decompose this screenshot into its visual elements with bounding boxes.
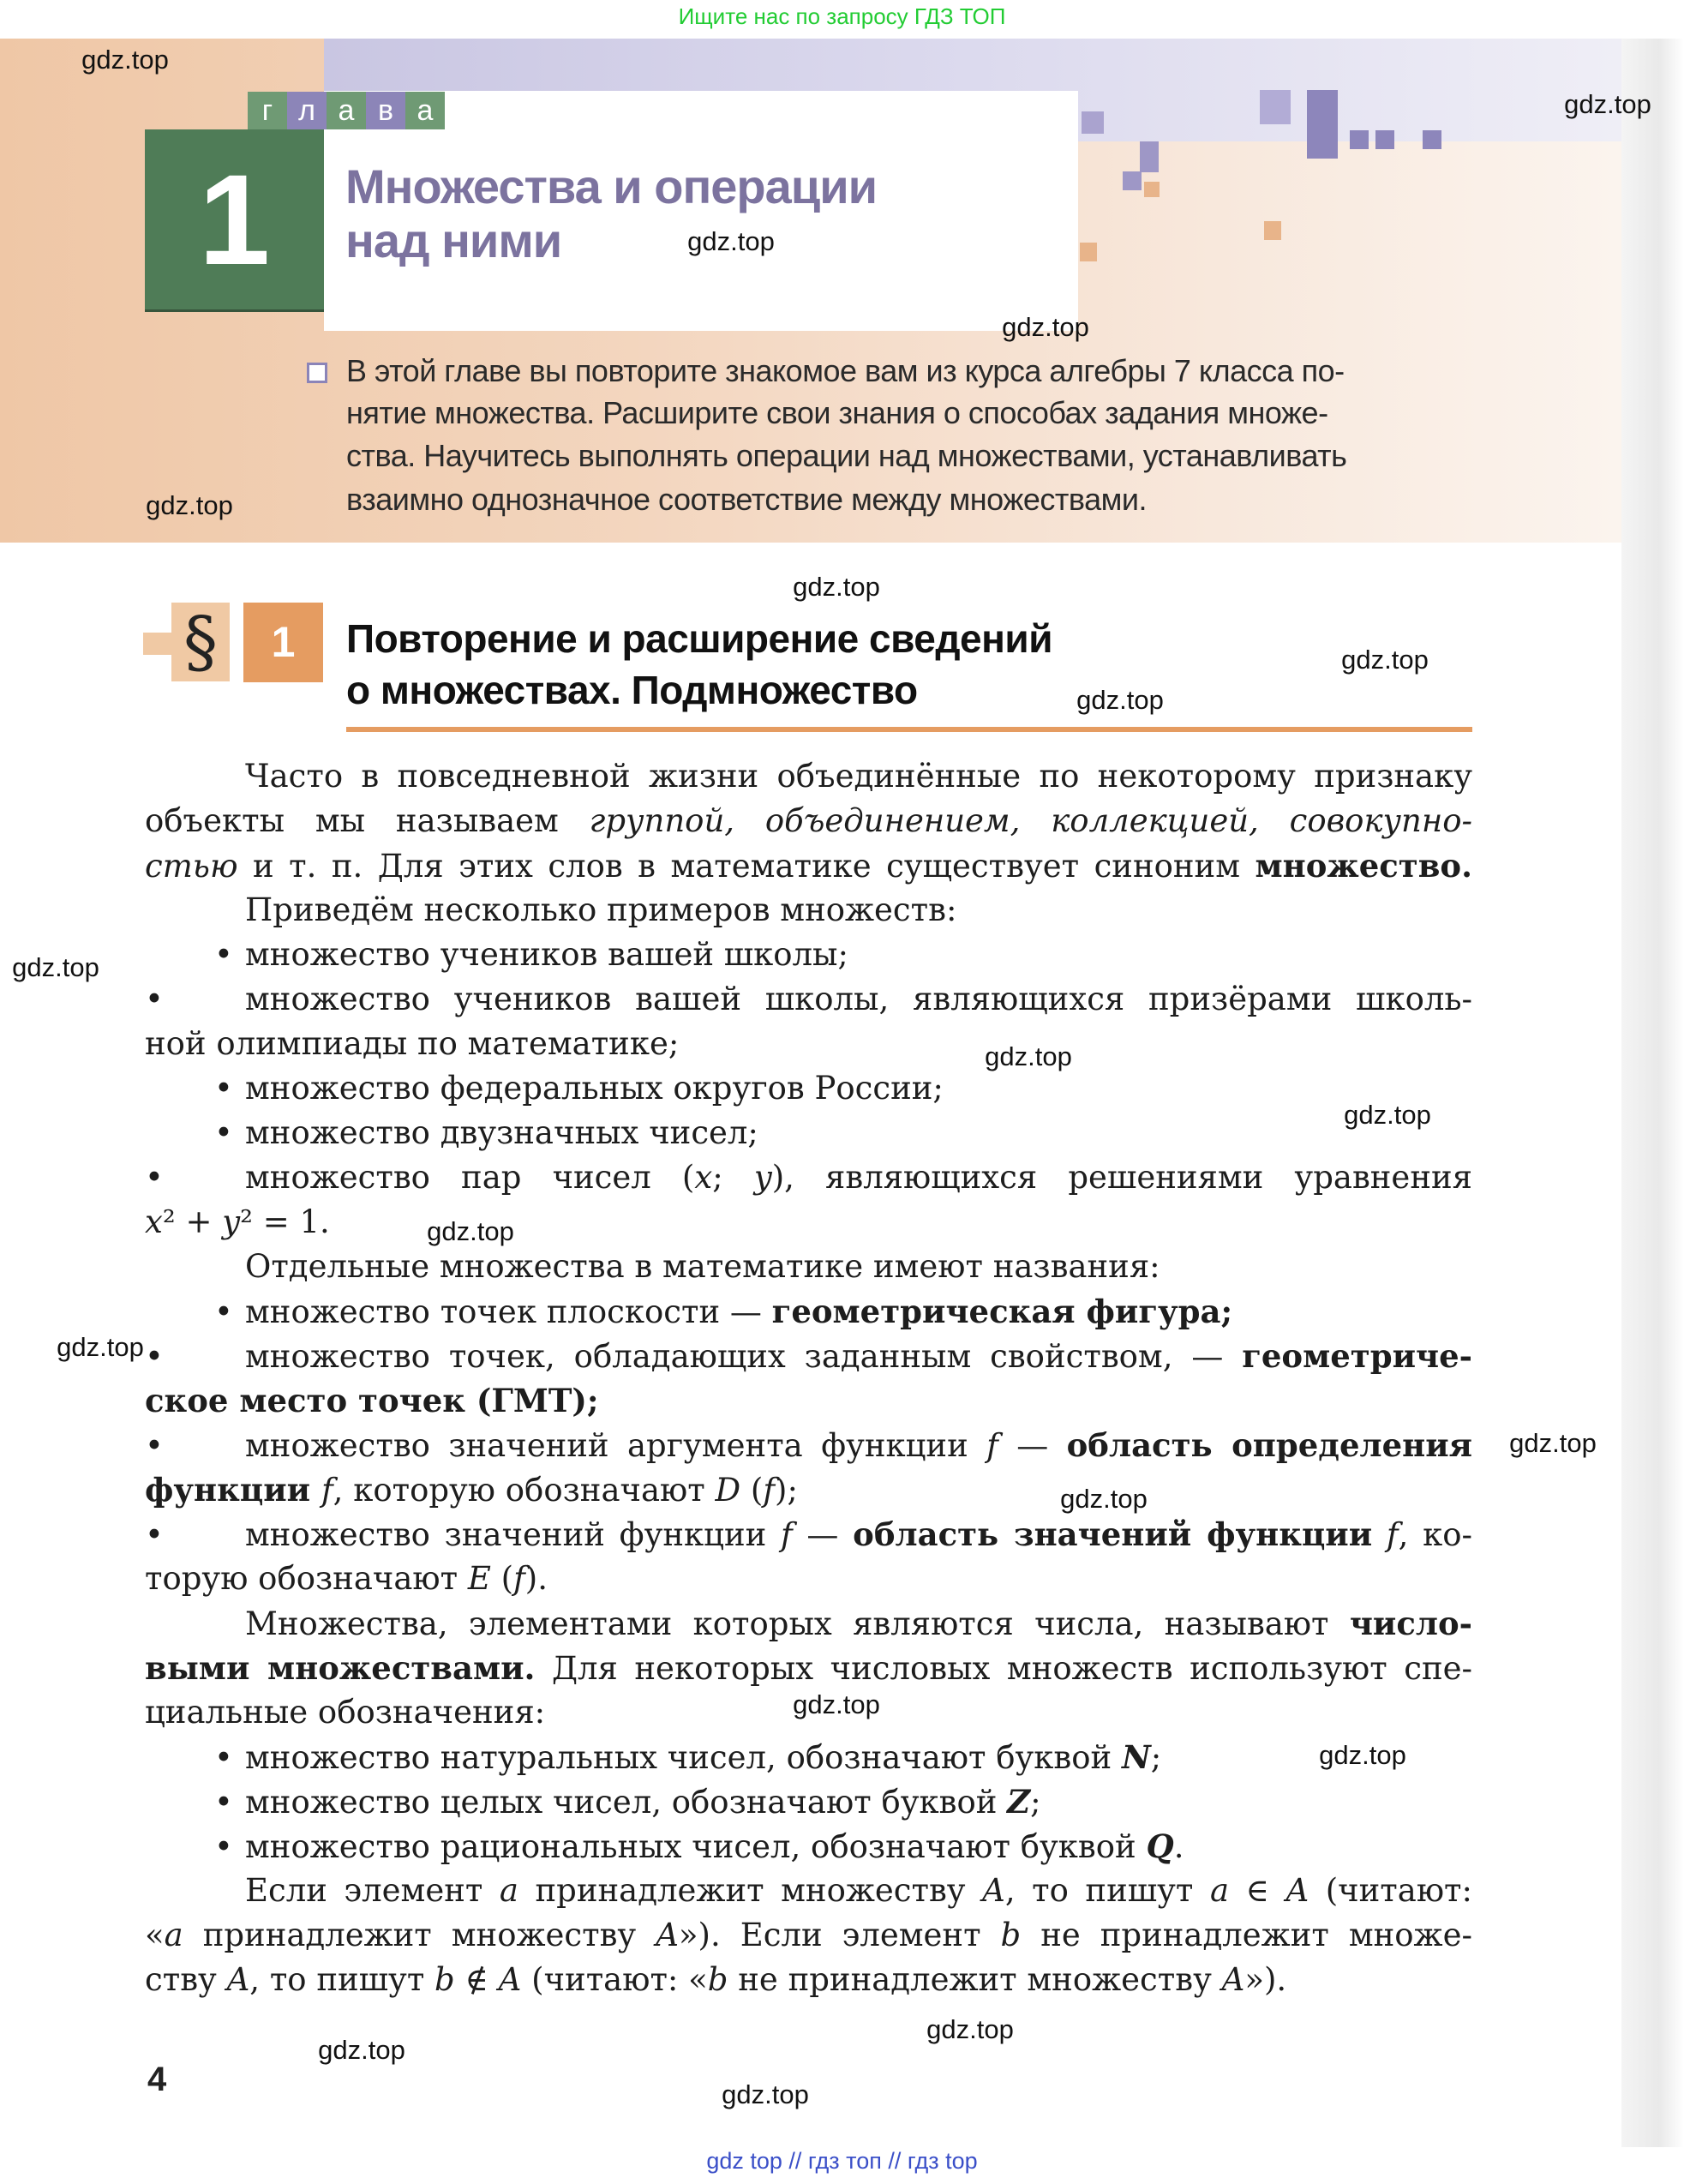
text-span: , то пишут bbox=[1004, 1872, 1210, 1909]
watermark: gdz.top bbox=[1076, 685, 1164, 715]
math-symbol: b bbox=[707, 1961, 728, 1998]
bullet-icon: • bbox=[214, 1070, 233, 1107]
text-span: ); bbox=[775, 1472, 798, 1509]
paragraph-line bbox=[145, 1467, 1472, 1513]
math-symbol: b bbox=[1000, 1917, 1022, 1953]
text-span: , то пишут bbox=[249, 1961, 435, 1998]
bullet-icon: • bbox=[214, 936, 233, 973]
term-bold: число- bbox=[1349, 1605, 1472, 1642]
chapter-label-letter: в bbox=[366, 92, 405, 129]
bullet-marker bbox=[145, 1736, 245, 1780]
paragraph-line bbox=[145, 1646, 1472, 1690]
math-symbol: группой, объединением, коллекцией, совокупно- bbox=[589, 802, 1472, 839]
text-span: — bbox=[792, 1516, 854, 1553]
watermark: gdz.top bbox=[318, 2035, 405, 2065]
watermark: gdz.top bbox=[1564, 89, 1651, 119]
decor-pixel bbox=[1080, 243, 1097, 261]
math-symbol: N bbox=[1121, 1738, 1151, 1776]
math-symbol: x bbox=[694, 1159, 713, 1196]
decor-pixel bbox=[1260, 90, 1291, 124]
chapter-title-line: над ними bbox=[345, 213, 562, 267]
search-banner[interactable]: Ищите нас по запросу ГДЗ ТОП bbox=[678, 3, 1006, 29]
bullet-marker bbox=[145, 1066, 245, 1111]
bullet-icon: • bbox=[214, 1114, 233, 1151]
text-span: не принадлежит множе- bbox=[1021, 1917, 1472, 1953]
bullet-marker bbox=[145, 977, 245, 1022]
text-span: — bbox=[998, 1427, 1067, 1464]
text-span: ( bbox=[490, 1560, 514, 1597]
watermark: gdz.top bbox=[985, 1041, 1072, 1071]
chapter-label-letter: а bbox=[327, 92, 366, 129]
text-span: не принадлежит множеству bbox=[728, 1961, 1222, 1998]
text-span: Отдельные множества в математике имеют названия: bbox=[245, 1248, 1160, 1285]
bullet-list-item bbox=[145, 1779, 1472, 1825]
term-bold: область определения bbox=[1066, 1426, 1472, 1464]
math-symbol: A bbox=[1221, 1961, 1245, 1998]
bullet-list-item bbox=[145, 977, 1472, 1022]
math-symbol: a bbox=[164, 1917, 183, 1953]
chapter-label-letter: а bbox=[405, 92, 445, 129]
term-bold: геометрическая фигура; bbox=[771, 1293, 1233, 1330]
section-title-line: Повторение и расширение сведений bbox=[346, 616, 1052, 661]
text-span: множество натуральных чисел, обозначают буквой bbox=[245, 1739, 1122, 1776]
math-symbol: A bbox=[1285, 1872, 1309, 1909]
bullet-icon: • bbox=[145, 1427, 164, 1464]
math-symbol: b bbox=[434, 1961, 455, 1998]
watermark: gdz.top bbox=[1002, 312, 1089, 342]
page-edge bbox=[1621, 39, 1684, 2147]
text-span: ству bbox=[145, 1961, 227, 1998]
math-symbol: f bbox=[763, 1472, 776, 1509]
text-span bbox=[1372, 1516, 1387, 1553]
text-span: »). Если элемент bbox=[678, 1917, 1001, 1953]
text-span: , которую обозначают bbox=[333, 1472, 716, 1509]
text-span: множество значений функции bbox=[245, 1516, 781, 1553]
bullet-list-item bbox=[145, 1155, 1472, 1200]
term-bold: ское место точек (ГМТ); bbox=[145, 1382, 599, 1419]
text-span: множество учеников вашей школы; bbox=[245, 936, 848, 973]
text-span: Множества, элементами которых являются числа, называют bbox=[245, 1605, 1350, 1642]
text-span: , ко- bbox=[1398, 1516, 1472, 1553]
section-symbol: § bbox=[171, 603, 230, 681]
decor-pixel bbox=[1375, 130, 1394, 149]
math-symbol: f bbox=[321, 1472, 333, 1509]
text-span: множество учеников вашей школы, являющихся призёрами школь- bbox=[245, 981, 1472, 1017]
watermark: gdz.top bbox=[793, 1689, 880, 1719]
watermark: gdz.top bbox=[687, 226, 775, 256]
bullet-marker bbox=[145, 1290, 245, 1335]
footer-links[interactable]: gdz top // гдз топ // гдз top bbox=[706, 2148, 978, 2174]
bullet-list-item bbox=[145, 1111, 1472, 1155]
watermark: gdz.top bbox=[926, 2014, 1014, 2044]
bullet-icon: • bbox=[145, 1338, 164, 1375]
math-symbol: f bbox=[781, 1516, 793, 1553]
watermark: gdz.top bbox=[57, 1332, 144, 1362]
watermark: gdz.top bbox=[1344, 1100, 1431, 1130]
bullet-icon: • bbox=[145, 1516, 164, 1553]
text-span: принадлежит множеству bbox=[518, 1872, 983, 1909]
bullet-icon: • bbox=[214, 1293, 233, 1330]
watermark: gdz.top bbox=[1509, 1428, 1597, 1458]
watermark: gdz.top bbox=[1341, 645, 1429, 675]
math-symbol: A bbox=[498, 1961, 522, 1998]
decor-pixel bbox=[1307, 90, 1338, 159]
paragraph-line bbox=[145, 1869, 1472, 1913]
bullet-marker bbox=[145, 1424, 245, 1467]
decor-pixel bbox=[1264, 221, 1281, 240]
text-span: принадлежит множеству bbox=[183, 1917, 656, 1953]
bullet-icon: • bbox=[145, 981, 164, 1017]
bullet-marker bbox=[145, 1335, 245, 1378]
math-symbol: E bbox=[467, 1560, 491, 1597]
math-symbol: x bbox=[145, 1203, 163, 1240]
math-symbol: f bbox=[986, 1427, 998, 1464]
paragraph-line bbox=[145, 1958, 1472, 2002]
decor-pixel bbox=[1140, 141, 1159, 172]
text-span: ной олимпиады по математике; bbox=[145, 1025, 680, 1062]
text-span: ² + bbox=[162, 1203, 223, 1240]
watermark: gdz.top bbox=[793, 572, 880, 602]
bullet-marker bbox=[145, 1155, 245, 1200]
paragraph-line bbox=[145, 1378, 1472, 1424]
chapter-intro-line: В этой главе вы повторите знакомое вам из курса алгебры 7 класса по- bbox=[346, 353, 1345, 388]
math-symbol: D bbox=[715, 1472, 741, 1509]
paragraph-line bbox=[145, 1601, 1472, 1646]
paragraph-line bbox=[145, 754, 1472, 799]
watermark: gdz.top bbox=[12, 952, 99, 982]
watermark: gdz.top bbox=[1060, 1484, 1148, 1514]
text-span: Часто в повседневной жизни объединённые по некоторому признаку bbox=[245, 758, 1472, 795]
watermark: gdz.top bbox=[1319, 1740, 1406, 1770]
math-symbol: стью bbox=[145, 848, 238, 885]
text-span: множество целых чисел, обозначают буквой bbox=[245, 1784, 1008, 1821]
math-symbol: Q bbox=[1146, 1827, 1174, 1865]
math-symbol: a bbox=[499, 1872, 518, 1909]
text-span: ), являющихся решениями уравнения bbox=[771, 1159, 1472, 1196]
math-symbol: y bbox=[753, 1159, 772, 1196]
text-span: объекты мы называем bbox=[145, 802, 590, 839]
text-span: »). bbox=[1244, 1961, 1287, 1998]
bullet-marker bbox=[145, 1825, 245, 1869]
watermark: gdz.top bbox=[722, 2079, 809, 2109]
bullet-list-item bbox=[145, 1289, 1472, 1335]
bullet-icon: • bbox=[214, 1739, 233, 1776]
text-span: « bbox=[145, 1917, 165, 1953]
decor-pixel bbox=[1123, 171, 1142, 190]
chapter-intro-line: взаимно однозначное соответствие между множествами. bbox=[346, 482, 1147, 517]
paragraph-line bbox=[145, 1022, 1472, 1066]
term-bold: выми множествами. bbox=[145, 1649, 536, 1687]
bullet-list-item bbox=[145, 933, 1472, 977]
bullet-marker bbox=[145, 933, 245, 977]
square-bullet-icon bbox=[307, 363, 327, 383]
bullet-marker bbox=[145, 1513, 245, 1557]
math-symbol: A bbox=[982, 1872, 1005, 1909]
text-span: и т. п. Для этих слов в математике существует синоним bbox=[237, 848, 1256, 885]
text-span: . bbox=[1173, 1828, 1184, 1865]
bullet-list-item bbox=[145, 1824, 1472, 1869]
page-number: 4 bbox=[147, 2061, 167, 2098]
bullet-marker bbox=[145, 1780, 245, 1825]
text-span: множество точек, обладающих заданным свойством, — bbox=[245, 1338, 1243, 1375]
text-span: множество двузначных чисел; bbox=[245, 1114, 758, 1151]
decor-pixel bbox=[1423, 130, 1441, 149]
text-span: ; bbox=[712, 1159, 754, 1196]
watermark: gdz.top bbox=[146, 490, 233, 520]
chapter-title-line: Множества и операции bbox=[345, 159, 878, 213]
paragraph-line bbox=[145, 1245, 1472, 1289]
term-bold: функции bbox=[145, 1471, 321, 1509]
bullet-list-item bbox=[145, 1066, 1472, 1111]
bullet-list-item bbox=[145, 1735, 1472, 1780]
section-number: 1 bbox=[243, 603, 323, 682]
chapter-intro-line: нятие множества. Расширите свои знания о способах задания множе- bbox=[346, 395, 1328, 430]
paragraph-line bbox=[145, 1557, 1472, 1601]
math-symbol: a bbox=[1209, 1872, 1229, 1909]
watermark: gdz.top bbox=[427, 1216, 514, 1246]
chapter-label bbox=[248, 92, 445, 129]
chapter-intro-line: ства. Научитесь выполнять операции над множествами, устанавливать bbox=[346, 438, 1347, 473]
paragraph-line bbox=[145, 1913, 1472, 1958]
text-span: циальные обозначения: bbox=[145, 1694, 546, 1731]
paragraph-line bbox=[145, 1200, 1472, 1245]
bullet-list-item bbox=[145, 1423, 1472, 1467]
chapter-label-letter: л bbox=[287, 92, 327, 129]
chapter-number-box bbox=[145, 129, 324, 312]
text-span: Если элемент bbox=[245, 1872, 500, 1909]
paragraph-line bbox=[145, 888, 1472, 933]
text-span: множество федеральных округов России; bbox=[245, 1070, 944, 1107]
term-bold: геометриче- bbox=[1242, 1337, 1472, 1375]
term-bold: множество. bbox=[1255, 847, 1472, 885]
decor-pixel bbox=[1082, 111, 1104, 134]
chapter-label-letter: г bbox=[248, 92, 287, 129]
text-span: ∈ bbox=[1229, 1872, 1286, 1909]
text-span: ). bbox=[524, 1560, 548, 1597]
bullet-icon: • bbox=[214, 1784, 233, 1821]
bullet-icon: • bbox=[145, 1159, 164, 1196]
bullet-list-item bbox=[145, 1512, 1472, 1557]
paragraph-line bbox=[145, 843, 1472, 888]
text-span: (читают: bbox=[1309, 1872, 1472, 1909]
section-title-line: о множествах. Подмножество bbox=[346, 668, 918, 712]
text-span: ( bbox=[740, 1472, 764, 1509]
math-symbol: f bbox=[513, 1560, 525, 1597]
term-bold: область значений функции bbox=[853, 1515, 1373, 1553]
text-span: Для некоторых числовых множеств используют спе- bbox=[535, 1650, 1472, 1687]
math-symbol: Z bbox=[1007, 1783, 1031, 1821]
chapter-number: 1 bbox=[198, 147, 271, 291]
math-symbol: A bbox=[226, 1961, 250, 1998]
text-span: Приведём несколько примеров множеств: bbox=[245, 891, 957, 928]
bullet-icon: • bbox=[214, 1828, 233, 1865]
text-span: ² = 1. bbox=[240, 1203, 330, 1240]
math-symbol: f bbox=[1386, 1516, 1399, 1553]
text-span: (читают: « bbox=[521, 1961, 708, 1998]
bullet-list-item bbox=[145, 1334, 1472, 1378]
text-span: ∉ bbox=[454, 1961, 499, 1998]
bullet-marker bbox=[145, 1111, 245, 1155]
watermark: gdz.top bbox=[81, 45, 169, 75]
decor-pixel bbox=[1144, 182, 1160, 197]
decor-pixel bbox=[1350, 130, 1369, 149]
text-span: множество точек плоскости — bbox=[245, 1293, 772, 1330]
math-symbol: y bbox=[222, 1203, 241, 1240]
math-symbol: A bbox=[656, 1917, 679, 1953]
text-span: множество рациональных чисел, обозначают буквой bbox=[245, 1828, 1147, 1865]
paragraph-line bbox=[145, 799, 1472, 843]
text-span: торую обозначают bbox=[145, 1560, 468, 1597]
text-span: множество значений аргумента функции bbox=[245, 1427, 987, 1464]
section-divider bbox=[346, 727, 1472, 732]
text-span: ; bbox=[1150, 1739, 1162, 1776]
text-span: ; bbox=[1030, 1784, 1041, 1821]
text-span: множество пар чисел ( bbox=[245, 1159, 695, 1196]
